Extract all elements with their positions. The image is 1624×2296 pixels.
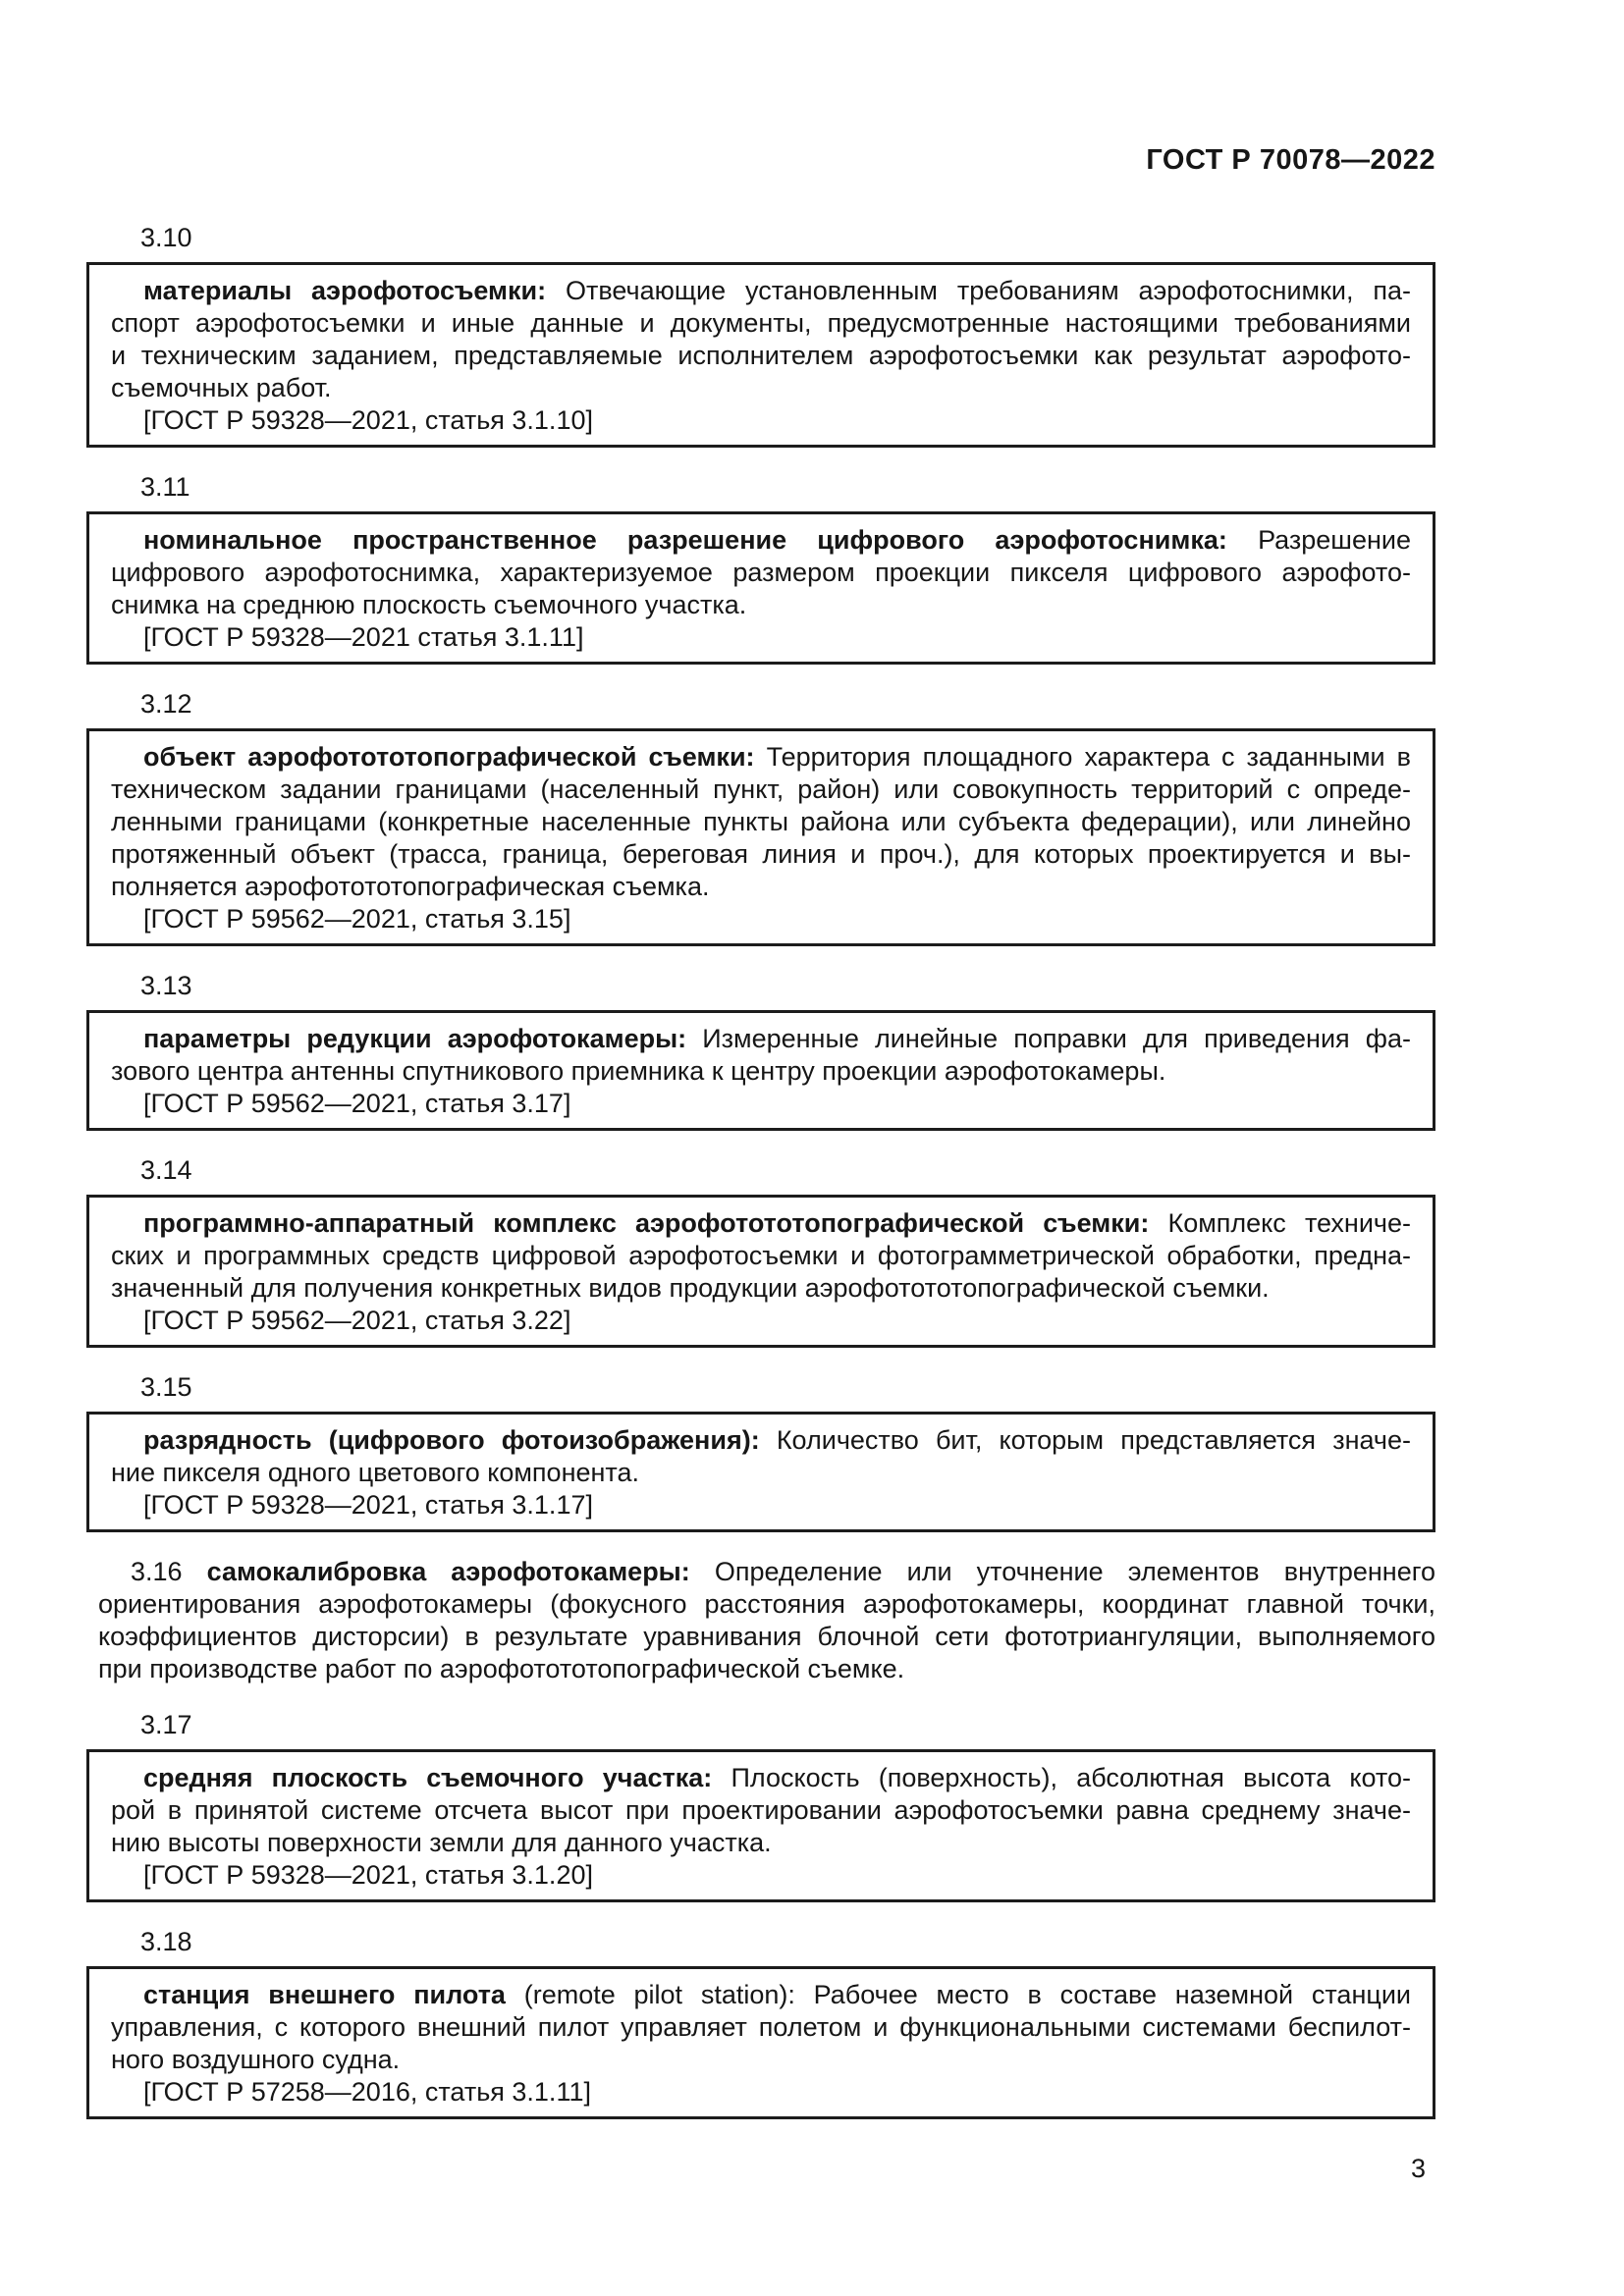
definition-line: снимка на среднюю плоскость съемочного участка. xyxy=(111,590,747,619)
definition-line: при производстве работ по аэрофотототопографической съемке. xyxy=(98,1654,905,1683)
definition-line: значенный для получения конкретных видов продукции аэрофотототопографической съемки. xyxy=(111,1273,1270,1303)
definition-line xyxy=(111,1023,1411,1055)
definition-line xyxy=(111,1979,1411,2011)
section-number: 3.14 xyxy=(140,1155,192,1185)
definition-line: съемочных работ. xyxy=(111,373,332,402)
definition-line: ного воздушного судна. xyxy=(111,2045,401,2074)
section-number: 3.12 xyxy=(140,689,192,719)
definition-line xyxy=(111,1207,1411,1240)
source-reference: [ГОСТ Р 59328—2021, статья 3.1.17] xyxy=(143,1490,593,1520)
term-section xyxy=(86,1709,1435,1902)
definition-line: ориентирования аэрофотокамеры (фокусного расстояния аэрофотокамеры, координат главной точки, xyxy=(98,1589,1435,1619)
source-reference: [ГОСТ Р 59328—2021 статья 3.1.11] xyxy=(143,622,584,652)
document-standard-number: ГОСТ Р 70078—2022 xyxy=(1146,144,1435,176)
definition-line: управления, с которого внешний пилот управляет полетом и функциональными системами беспилот- xyxy=(111,2012,1411,2042)
definition-box xyxy=(86,728,1435,946)
term-label: материалы аэрофотосъемки: xyxy=(143,276,547,305)
definition-line: зового центра антенны спутникового приемника к центру проекции аэрофотокамеры. xyxy=(111,1056,1166,1086)
source-reference: [ГОСТ Р 59328—2021, статья 3.1.20] xyxy=(143,1860,593,1890)
definition-box xyxy=(86,262,1435,448)
definition-line: ских и программных средств цифровой аэрофотосъемки и фотограмметрической обработки, предна- xyxy=(111,1241,1411,1270)
section-number: 3.10 xyxy=(140,223,192,252)
definition-text: Определение или уточнение элементов внутреннего xyxy=(714,1557,1435,1586)
term-section xyxy=(86,970,1435,1131)
term-label: разрядность (цифрового фотоизображения): xyxy=(143,1425,760,1455)
definition-line xyxy=(111,275,1411,307)
definition-line: ние пикселя одного цветового компонента. xyxy=(111,1458,639,1487)
definition-text: Отвечающие установленным требованиям аэрофотоснимки, па- xyxy=(565,276,1411,305)
definition-line: нию высоты поверхности земли для данного участка. xyxy=(111,1828,772,1857)
definition-box xyxy=(86,1010,1435,1131)
definition-line: спорт аэрофотосъемки и иные данные и документы, предусмотренные настоящими требованиями xyxy=(111,308,1411,338)
source-reference: [ГОСТ Р 59328—2021, статья 3.1.10] xyxy=(143,405,593,435)
source-reference: [ГОСТ Р 59562—2021, статья 3.22] xyxy=(143,1306,571,1335)
term-section xyxy=(86,1371,1435,1532)
section-number: 3.17 xyxy=(140,1710,192,1739)
source-reference: [ГОСТ Р 59562—2021, статья 3.17] xyxy=(143,1089,571,1118)
definition-box xyxy=(86,511,1435,665)
term-section xyxy=(86,688,1435,946)
term-section xyxy=(86,222,1435,448)
definition-text: Количество бит, которым представляется значе- xyxy=(776,1425,1411,1455)
definition-text: (remote pilot station): Рабочее место в составе наземной станции xyxy=(523,1980,1411,2009)
term-section xyxy=(86,1154,1435,1348)
definition-paragraph xyxy=(86,1556,1435,1685)
definition-line: цифрового аэрофотоснимка, характеризуемое размером проекции пикселя цифрового аэрофото- xyxy=(111,558,1411,587)
definition-text: Измеренные линейные поправки для приведения фа- xyxy=(702,1024,1411,1053)
term-label: объект аэрофотототопографической съемки: xyxy=(143,742,755,772)
section-number: 3.18 xyxy=(140,1927,192,1956)
definition-line: коэффициентов дисторсии) в результате уравнивания блочной сети фототриангуляции, выполняемого xyxy=(98,1622,1435,1651)
source-reference: [ГОСТ Р 59562—2021, статья 3.15] xyxy=(143,904,571,934)
term-label: станция внешнего пилота xyxy=(143,1980,506,2009)
definition-line xyxy=(98,1556,1435,1588)
definition-line: ленными границами (конкретные населенные пункты района или субъекта федерации), или линейно xyxy=(111,807,1411,836)
definition-line: рой в принятой системе отсчета высот при проектировании аэрофотосъемки равна среднему значе- xyxy=(111,1795,1411,1825)
section-number: 3.11 xyxy=(140,472,190,502)
term-label: номинальное пространственное разрешение цифрового аэрофотоснимка: xyxy=(143,525,1227,555)
definition-line xyxy=(111,741,1411,774)
term-label: средняя плоскость съемочного участка: xyxy=(143,1763,713,1792)
sections xyxy=(86,222,1435,2119)
definition-line xyxy=(111,1424,1411,1457)
section-number: 3.15 xyxy=(140,1372,192,1402)
source-reference: [ГОСТ Р 57258—2016, статья 3.1.11] xyxy=(143,2077,591,2107)
term-section xyxy=(86,1556,1435,1685)
page-number: 3 xyxy=(1410,2154,1426,2183)
definition-text: Комплекс техниче- xyxy=(1167,1208,1411,1238)
definition-line: и техническим заданием, представляемые исполнителем аэрофотосъемки как результат аэрофото- xyxy=(111,341,1411,370)
definition-line: полняется аэрофотототопографическая съемка. xyxy=(111,872,710,901)
definition-text: Плоскость (поверхность), абсолютная высота кото- xyxy=(731,1763,1411,1792)
section-number: 3.13 xyxy=(140,971,192,1000)
definition-box xyxy=(86,1195,1435,1348)
definition-line: техническом задании границами (населенный пункт, район) или совокупность территорий с опреде- xyxy=(111,774,1411,804)
definition-line: протяженный объект (трасса, граница, береговая линия и проч.), для которых проектируется и вы- xyxy=(111,839,1411,869)
definition-box xyxy=(86,1749,1435,1902)
definition-box xyxy=(86,1412,1435,1532)
definition-line xyxy=(111,524,1411,557)
definition-text: Территория площадного характера с заданными в xyxy=(766,742,1411,772)
term-label: параметры редукции аэрофотокамеры: xyxy=(143,1024,687,1053)
definition-box xyxy=(86,1966,1435,2119)
definition-text: Разрешение xyxy=(1258,525,1411,555)
section-number: 3.16 xyxy=(131,1557,183,1586)
term-section xyxy=(86,1926,1435,2119)
term-label: программно-аппаратный комплекс аэрофотототопографической съемки: xyxy=(143,1208,1150,1238)
term-label: самокалибровка аэрофотокамеры: xyxy=(206,1557,690,1586)
term-section xyxy=(86,471,1435,665)
definition-line xyxy=(111,1762,1411,1794)
